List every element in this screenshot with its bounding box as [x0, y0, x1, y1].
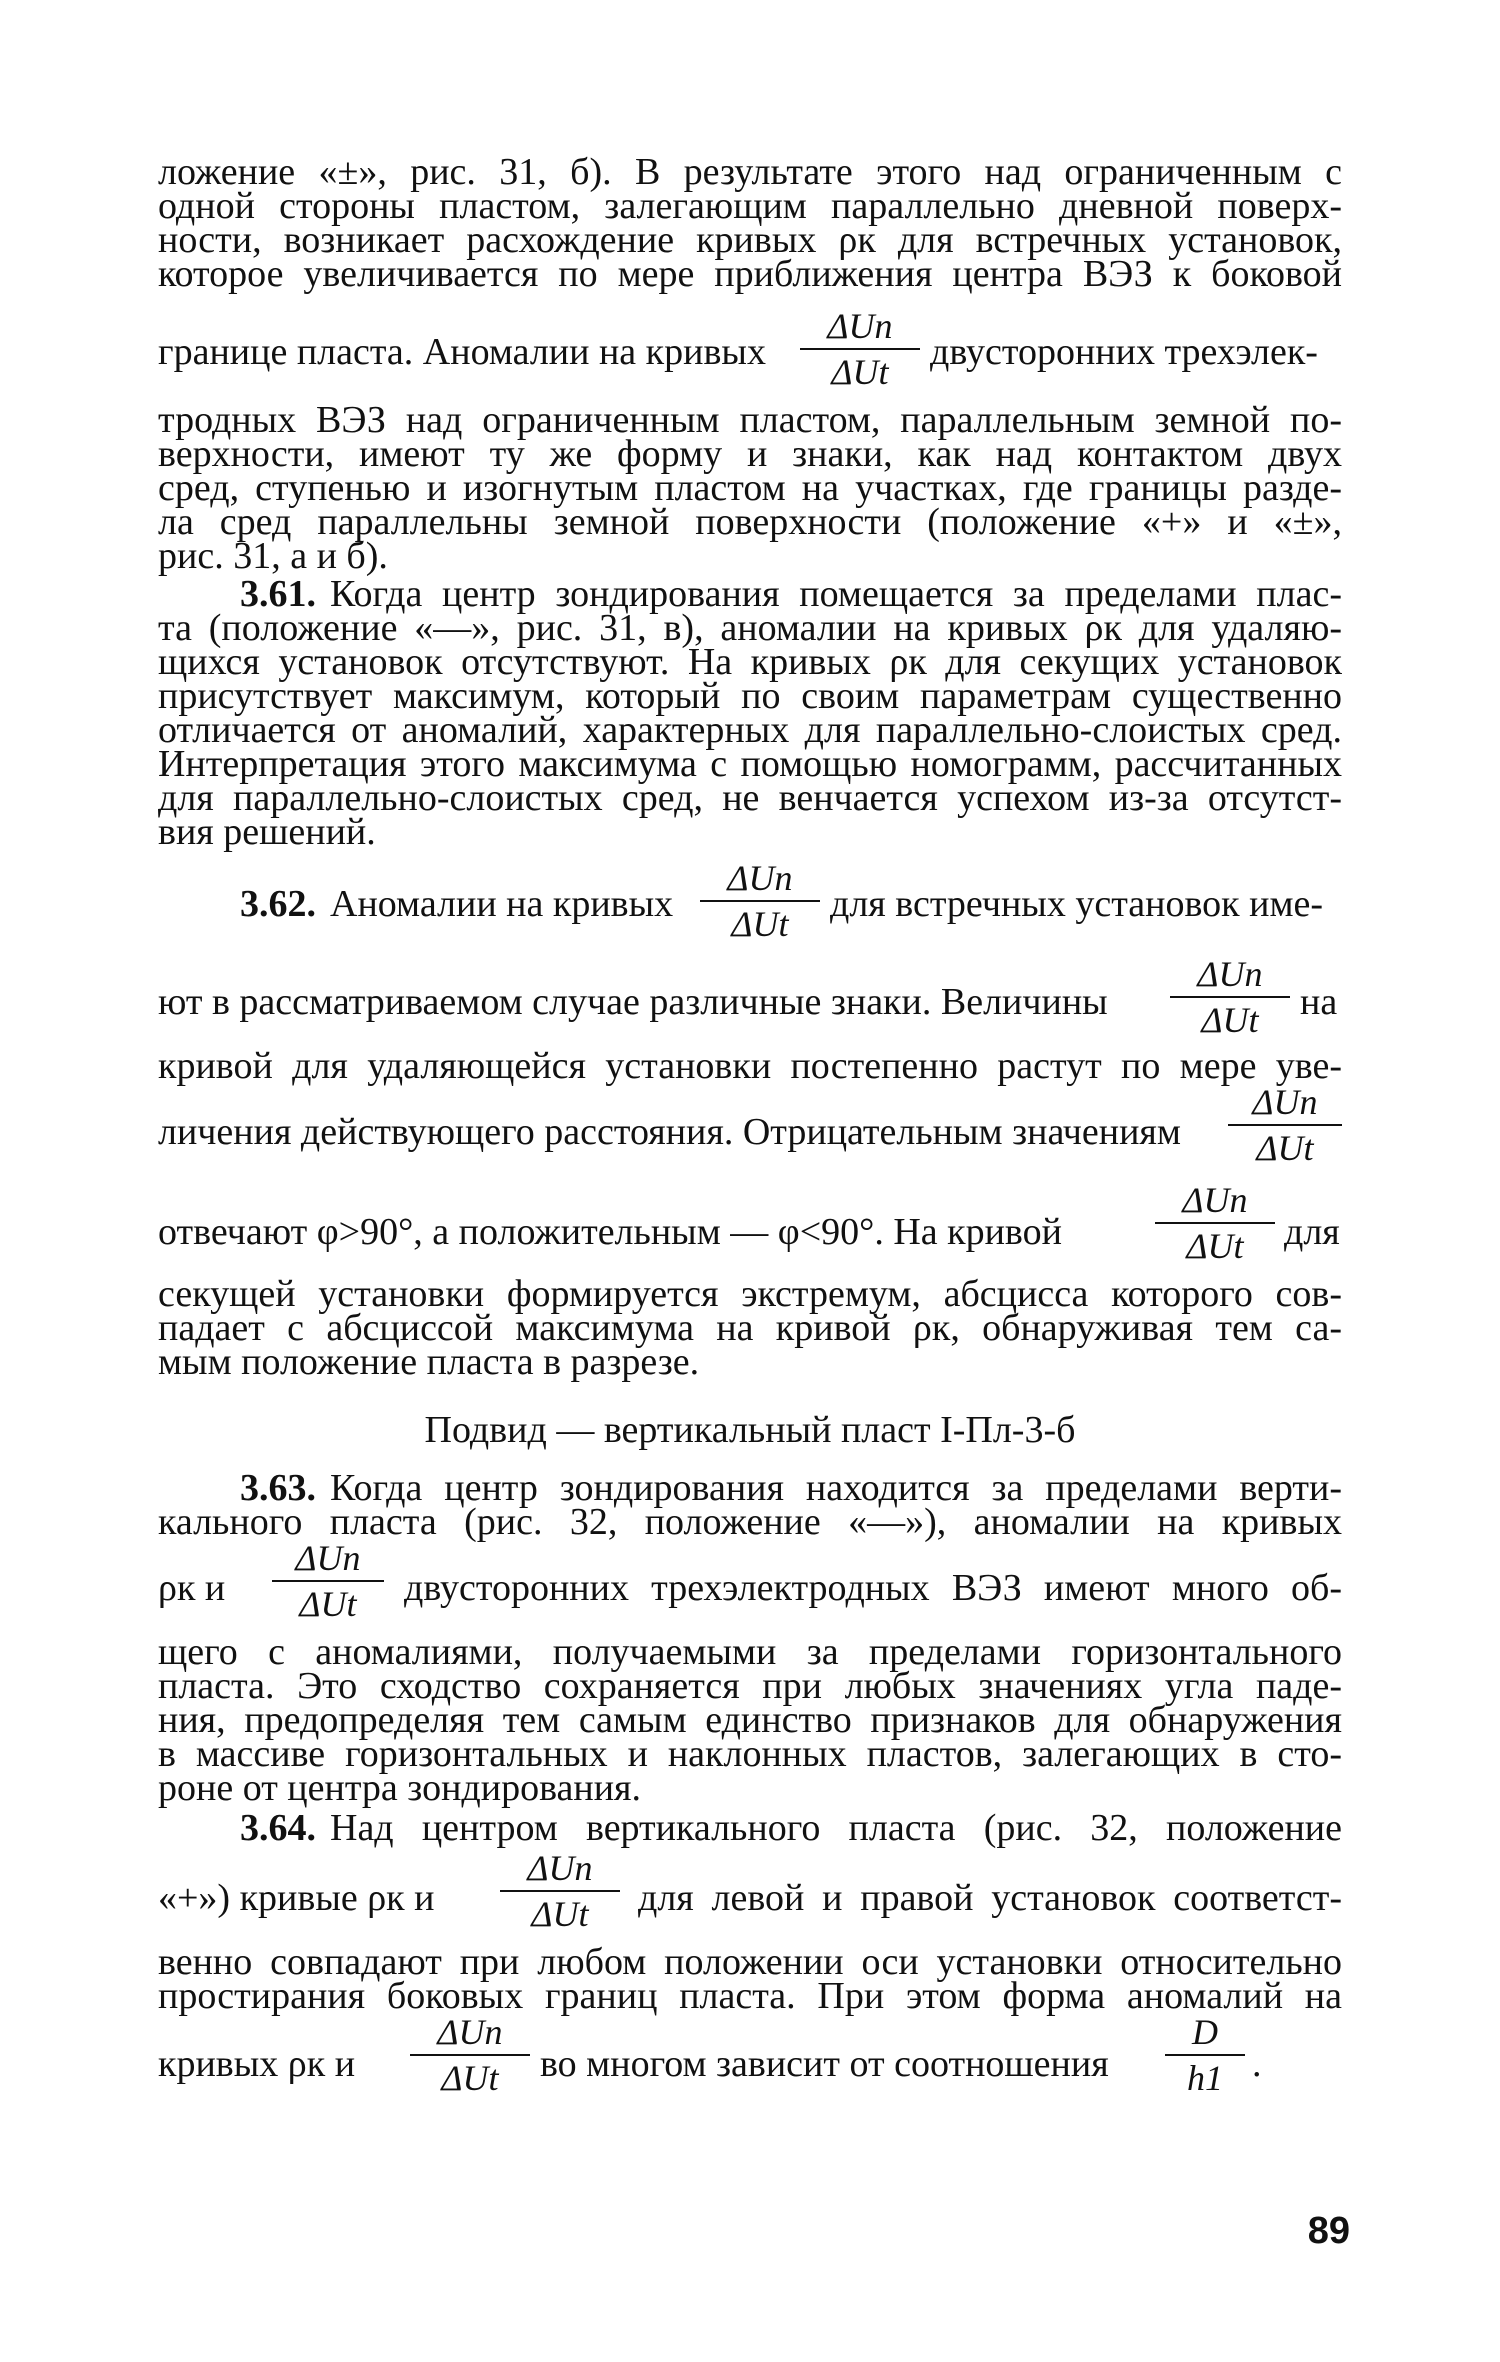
text-line: ложение «±», рис. 31, б). В результате этого над ограниченным с — [158, 151, 1342, 193]
paragraph-number: 3.62. — [240, 883, 316, 925]
section-heading: Подвид — вертикальный пласт I-Пл-3-б — [424, 1409, 1076, 1451]
text-line: Аномалии на кривых — [330, 883, 674, 925]
text-line: сред, ступенью и изогнутым пластом на участках, где границы разде- — [158, 467, 1342, 509]
paragraph-number: 3.63. — [240, 1467, 316, 1509]
fraction-du — [700, 858, 820, 944]
text-line: . — [1252, 2043, 1262, 2085]
text-line: отличается от аномалий, характерных для параллельно-слоистых сред. — [158, 709, 1342, 751]
fraction-bar — [1155, 1222, 1275, 1224]
fraction-denominator: ΔUt — [531, 1894, 589, 1934]
text-line: мым положение пласта в разрезе. — [158, 1341, 700, 1383]
fraction-numerator: ΔUn — [1252, 1082, 1318, 1122]
text-line: для встречных установок име- — [830, 883, 1324, 925]
text-line: падает с абсциссой максимума на кривой ρк, обнаруживая тем са- — [158, 1307, 1342, 1349]
text-line: кривой для удаляющейся установки постепенно растут по мере уве- — [158, 1045, 1342, 1087]
text-line: одной стороны пластом, залегающим параллельно дневной поверх- — [158, 185, 1342, 227]
text-line: в массиве горизонтальных и наклонных пластов, залегающих в сто- — [158, 1733, 1342, 1775]
fraction-denominator: ΔUt — [441, 2058, 499, 2098]
fraction-numerator: D — [1192, 2012, 1218, 2052]
text-line: для — [1284, 1211, 1340, 1253]
text-line: вия решений. — [158, 811, 376, 853]
fraction-denominator: ΔUt — [299, 1584, 357, 1624]
text-line: кривых ρк и — [158, 2043, 356, 2085]
fraction-du — [1170, 954, 1290, 1040]
fraction-numerator: ΔUn — [527, 1848, 593, 1888]
fraction-bar — [500, 1890, 620, 1892]
text-line: ния, предопределяя тем самым единство признаков для обнаружения — [158, 1699, 1342, 1741]
fraction-bar — [1228, 1124, 1342, 1126]
text-line: пласта. Это сходство сохраняется при любых значениях угла паде- — [158, 1665, 1342, 1707]
text-line: на — [1300, 981, 1338, 1023]
fraction-numerator: ΔUn — [295, 1538, 361, 1578]
page-number: 89 — [1307, 2210, 1350, 2252]
text-line: щего с аномалиями, получаемыми за пределами горизонтального — [158, 1631, 1342, 1673]
fraction-denominator: ΔUt — [1186, 1226, 1244, 1266]
text-line: отвечают φ>90°, а положительным — φ<90°. На кривой — [158, 1211, 1062, 1253]
fraction-numerator: ΔUn — [727, 858, 793, 898]
fraction-bar — [1165, 2054, 1245, 2056]
text-line: секущей установки формируется экстремум, абсцисса которого сов- — [158, 1273, 1342, 1315]
fraction-du — [1228, 1082, 1342, 1168]
fraction-denominator: ΔUt — [1256, 1128, 1314, 1168]
text-line: двусторонних трехэлектродных ВЭЗ имеют много об- — [404, 1567, 1342, 1609]
fraction-d-h1 — [1165, 2012, 1245, 2098]
text-line: личения действующего расстояния. Отрицательным значениям — [158, 1111, 1181, 1153]
text-line: присутствует максимум, который по своим параметрам существенно — [158, 675, 1342, 717]
text-line: ρк и — [158, 1567, 226, 1609]
fraction-du — [410, 2012, 530, 2098]
text-line: которое увеличивается по мере приближения центра ВЭЗ к боковой — [158, 253, 1342, 295]
paragraph-number: 3.61. — [240, 573, 316, 615]
text-line: границе пласта. Аномалии на кривых — [158, 331, 766, 373]
text-line: Когда центр зондирования помещается за пределами плас- — [330, 573, 1342, 615]
text-line: «+») кривые ρк и — [158, 1877, 435, 1919]
text-line: ла сред параллельны земной поверхности (положение «+» и «±», — [158, 501, 1342, 543]
text-line: простирания боковых границ пласта. При этом форма аномалий на — [158, 1975, 1342, 2017]
fraction-du — [1155, 1180, 1275, 1266]
text-line: ют в рассматриваемом случае различные знаки. Величины — [158, 981, 1108, 1023]
text-line: верхности, имеют ту же форму и знаки, как над контактом двух — [158, 433, 1342, 475]
fraction-denominator: ΔUt — [831, 352, 889, 392]
text-line: для левой и правой установок соответст- — [638, 1877, 1342, 1919]
fraction-du — [800, 306, 920, 392]
paragraph-number: 3.64. — [240, 1807, 316, 1849]
text-line: Когда центр зондирования находится за пределами верти- — [330, 1467, 1342, 1509]
text-line: Над центром вертикального пласта (рис. 32, положение — [330, 1807, 1342, 1849]
fraction-numerator: ΔUn — [1182, 1180, 1248, 1220]
text-line: кального пласта (рис. 32, положение «—»), аномалии на кривых — [158, 1501, 1342, 1543]
text-line: для параллельно-слоистых сред, не венчается успехом из-за отсутст- — [158, 777, 1342, 819]
text-line: роне от центра зондирования. — [158, 1767, 642, 1809]
text-line: рис. 31, а и б). — [158, 535, 388, 577]
fraction-bar — [700, 900, 820, 902]
fraction-bar — [800, 348, 920, 350]
fraction-du — [500, 1848, 620, 1934]
fraction-denominator: ΔUt — [1201, 1000, 1259, 1040]
fraction-numerator: ΔUn — [827, 306, 893, 346]
text-line: во многом зависит от соотношения — [540, 2043, 1109, 2085]
fraction-numerator: ΔUn — [1197, 954, 1263, 994]
text-line: венно совпадают при любом положении оси установки относительно — [158, 1941, 1342, 1983]
fraction-bar — [272, 1580, 384, 1582]
fraction-bar — [1170, 996, 1290, 998]
text-line: Интерпретация этого максимума с помощью номограмм, рассчитанных — [158, 743, 1342, 785]
fraction-numerator: ΔUn — [437, 2012, 503, 2052]
fraction-denominator: h1 — [1187, 2058, 1223, 2098]
fraction-du — [272, 1538, 384, 1624]
text-line: тродных ВЭЗ над ограниченным пластом, параллельным земной по- — [158, 399, 1342, 441]
text-line: щихся установок отсутствуют. На кривых ρк для секущих установок — [158, 641, 1342, 683]
text-line: ности, возникает расхождение кривых ρк для встречных установок, — [158, 219, 1342, 261]
fraction-denominator: ΔUt — [731, 904, 789, 944]
text-line: та (положение «—», рис. 31, в), аномалии на кривых ρк для удаляю- — [158, 607, 1342, 649]
fraction-bar — [410, 2054, 530, 2056]
text-line: двусторонних трехэлек- — [930, 331, 1318, 373]
